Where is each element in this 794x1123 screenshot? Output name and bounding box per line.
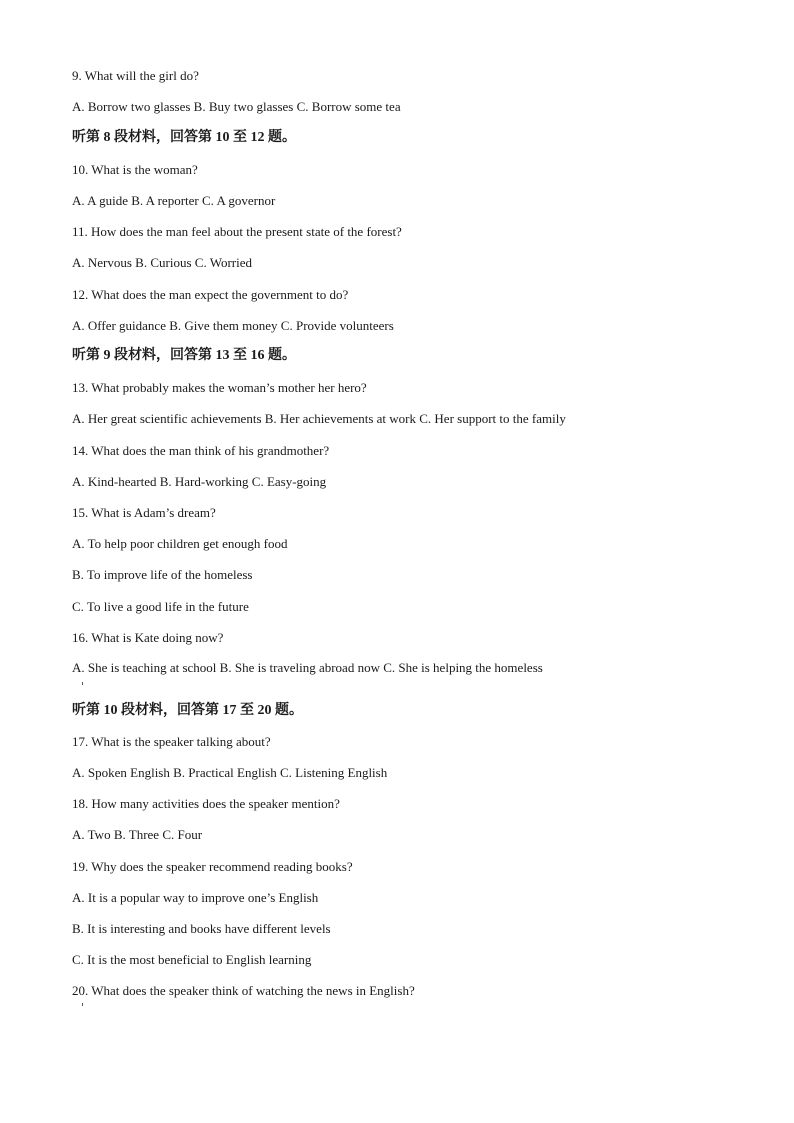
options-9: A. Borrow two glasses B. Buy two glasses C. Borrow some tea bbox=[72, 99, 401, 114]
question-19: 19. Why does the speaker recommend reading books? bbox=[72, 859, 353, 874]
options-17: A. Spoken English B. Practical English C. Listening English bbox=[72, 765, 388, 780]
options-14: A. Kind-hearted B. Hard-working C. Easy-going bbox=[72, 474, 327, 489]
paragraph-mark bbox=[82, 682, 83, 685]
option-15-b: B. To improve life of the homeless bbox=[72, 567, 253, 582]
section-heading-9: 听第 9 段材料，回答第 13 至 16 题。 bbox=[72, 348, 296, 363]
question-17: 17. What is the speaker talking about? bbox=[72, 734, 271, 749]
options-18: A. Two B. Three C. Four bbox=[72, 827, 203, 842]
question-13: 13. What probably makes the woman’s mother her hero? bbox=[72, 380, 367, 395]
paragraph-mark bbox=[82, 1003, 83, 1006]
option-19-b: B. It is interesting and books have different levels bbox=[72, 921, 331, 936]
options-12: A. Offer guidance B. Give them money C. Provide volunteers bbox=[72, 318, 394, 333]
question-14: 14. What does the man think of his grandmother? bbox=[72, 443, 330, 458]
option-19-c: C. It is the most beneficial to English learning bbox=[72, 952, 312, 967]
section-heading-10: 听第 10 段材料，回答第 17 至 20 题。 bbox=[72, 703, 303, 718]
question-20: 20. What does the speaker think of watching the news in English? bbox=[72, 983, 415, 998]
option-15-c: C. To live a good life in the future bbox=[72, 599, 249, 614]
question-9: 9. What will the girl do? bbox=[72, 68, 199, 83]
question-12: 12. What does the man expect the government to do? bbox=[72, 287, 349, 302]
section-heading-8: 听第 8 段材料，回答第 10 至 12 题。 bbox=[72, 130, 296, 145]
options-11: A. Nervous B. Curious C. Worried bbox=[72, 255, 252, 270]
option-19-a: A. It is a popular way to improve one’s English bbox=[72, 890, 319, 905]
options-10: A. A guide B. A reporter C. A governor bbox=[72, 193, 276, 208]
question-11: 11. How does the man feel about the present state of the forest? bbox=[72, 224, 402, 239]
options-13: A. Her great scientific achievements B. Her achievements at work C. Her support to the family bbox=[72, 411, 566, 426]
question-18: 18. How many activities does the speaker mention? bbox=[72, 796, 340, 811]
question-15: 15. What is Adam’s dream? bbox=[72, 505, 216, 520]
options-16: A. She is teaching at school B. She is traveling abroad now C. She is helping the homeless bbox=[72, 660, 543, 675]
question-10: 10. What is the woman? bbox=[72, 162, 198, 177]
question-16: 16. What is Kate doing now? bbox=[72, 630, 224, 645]
option-15-a: A. To help poor children get enough food bbox=[72, 536, 288, 551]
